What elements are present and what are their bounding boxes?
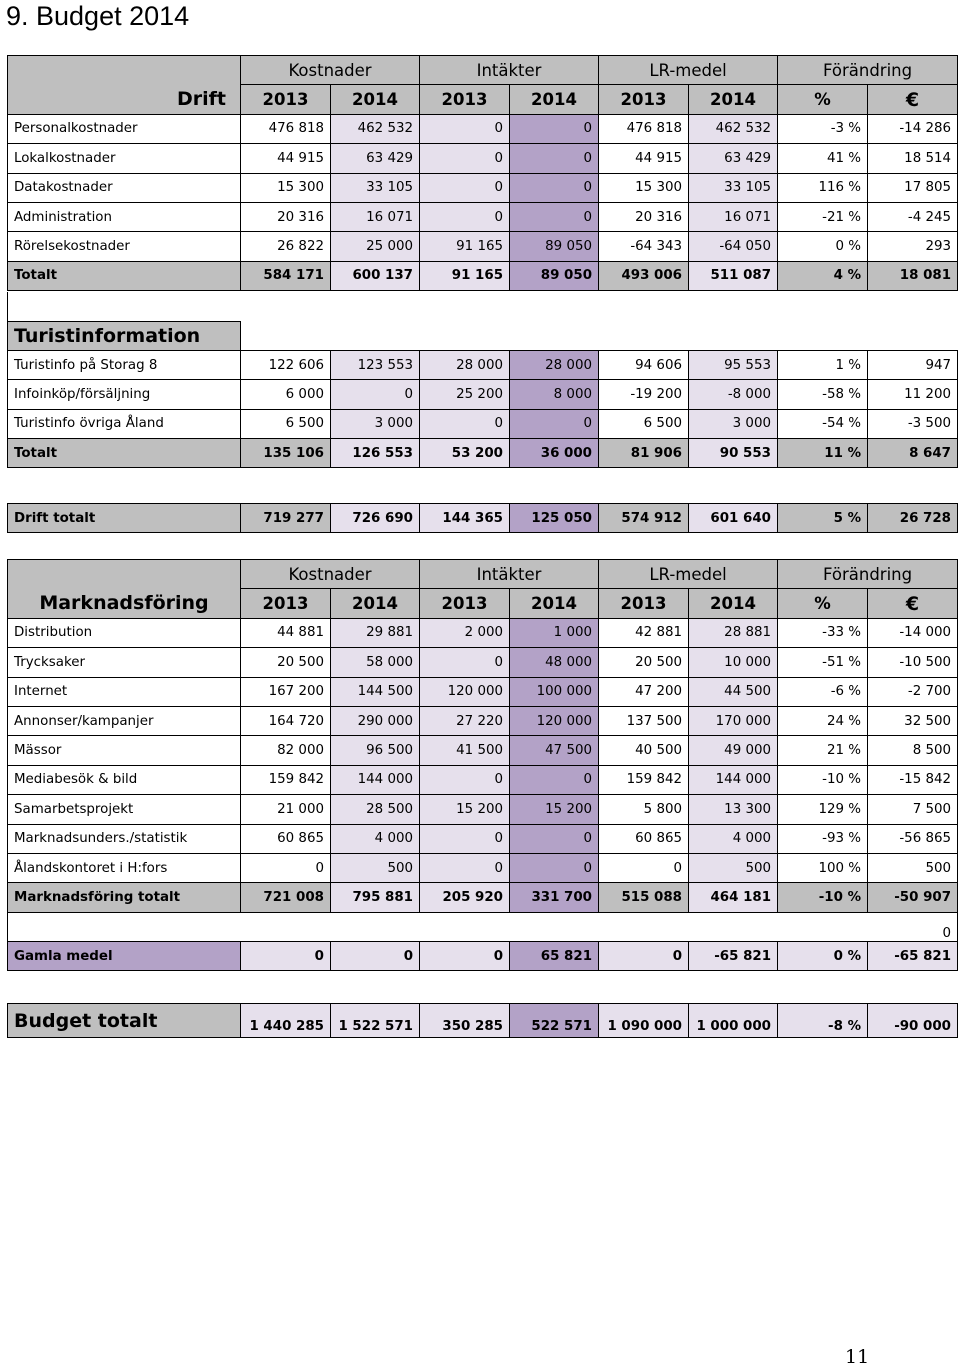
- row-value: 122 606: [241, 350, 331, 379]
- row-value: 500: [868, 853, 958, 882]
- row-value: 42 881: [599, 618, 689, 647]
- row-value: -21 %: [778, 202, 868, 231]
- year-header: 2014: [510, 589, 599, 618]
- drift-rows: [8, 114, 958, 261]
- turist-section-title: Turistinformation: [8, 321, 241, 350]
- row-value: 33 105: [689, 173, 778, 202]
- table-row: [8, 114, 958, 143]
- row-value: 726 690: [331, 504, 420, 533]
- row-value: 0: [510, 765, 599, 794]
- table-row: [8, 144, 958, 173]
- year-header: 2014: [331, 85, 420, 114]
- row-value: 0: [599, 853, 689, 882]
- row-value: 3 000: [331, 409, 420, 438]
- total-row: [8, 261, 958, 290]
- row-value: 8 647: [868, 439, 958, 468]
- row-value: 0: [510, 409, 599, 438]
- row-value: 6 500: [599, 409, 689, 438]
- page-title: 9. Budget 2014: [6, 1, 190, 31]
- row-value: -14 286: [868, 114, 958, 143]
- row-value: 8 500: [868, 736, 958, 765]
- row-label: Marknadsunders./statistik: [8, 824, 241, 853]
- row-value: 6 500: [241, 409, 331, 438]
- marknad-header-groups: [8, 560, 958, 589]
- year-header: 2014: [689, 85, 778, 114]
- row-value: -65 821: [868, 942, 958, 971]
- zero-note-row: [8, 912, 958, 941]
- row-label: Rörelsekostnader: [8, 232, 241, 261]
- row-value: 0: [420, 173, 510, 202]
- row-value: 91 165: [420, 261, 510, 290]
- table-row: [8, 173, 958, 202]
- row-value: 5 %: [778, 504, 868, 533]
- row-value: 515 088: [599, 883, 689, 912]
- row-value: -10 %: [778, 765, 868, 794]
- table-row: [8, 765, 958, 794]
- page-number: 11: [845, 1346, 870, 1368]
- group-label-intakter: Intäkter: [420, 560, 599, 589]
- row-value: 0: [241, 942, 331, 971]
- row-value: 44 881: [241, 618, 331, 647]
- row-value: 60 865: [599, 824, 689, 853]
- row-value: 462 532: [689, 114, 778, 143]
- row-value: 4 000: [331, 824, 420, 853]
- row-value: 17 805: [868, 173, 958, 202]
- row-value: -14 000: [868, 618, 958, 647]
- row-value: 493 006: [599, 261, 689, 290]
- row-value: 20 316: [241, 202, 331, 231]
- budget-totalt-table: [7, 1003, 958, 1038]
- row-value: 144 000: [689, 765, 778, 794]
- row-value: 25 200: [420, 380, 510, 409]
- row-value: 0: [420, 824, 510, 853]
- row-value: -2 700: [868, 677, 958, 706]
- row-value: -8 %: [778, 1004, 868, 1038]
- row-value: 331 700: [510, 883, 599, 912]
- row-value: 40 500: [599, 736, 689, 765]
- row-value: 63 429: [331, 144, 420, 173]
- euro-header: €: [868, 85, 958, 114]
- row-value: 290 000: [331, 706, 420, 735]
- row-value: 32 500: [868, 706, 958, 735]
- total-row: [8, 942, 958, 971]
- row-label: Turistinfo på Storag 8: [8, 350, 241, 379]
- drift-section-title: Drift: [8, 56, 241, 115]
- row-label: Trycksaker: [8, 648, 241, 677]
- row-value: 15 200: [510, 795, 599, 824]
- row-value: 0: [510, 144, 599, 173]
- row-value: 47 500: [510, 736, 599, 765]
- row-label: Annonser/kampanjer: [8, 706, 241, 735]
- row-value: 11 %: [778, 439, 868, 468]
- row-value: 0: [241, 853, 331, 882]
- table-row: [8, 706, 958, 735]
- row-value: 0: [599, 942, 689, 971]
- row-value: 350 285: [420, 1004, 510, 1038]
- total-row: [8, 1004, 958, 1038]
- year-header: 2013: [241, 589, 331, 618]
- budget-totalt-row: [8, 1004, 958, 1038]
- row-value: 0: [510, 853, 599, 882]
- table-row: [8, 736, 958, 765]
- row-value: 476 818: [599, 114, 689, 143]
- row-value: 1 440 285: [241, 1004, 331, 1038]
- percent-header: %: [778, 589, 868, 618]
- year-header: 2013: [599, 589, 689, 618]
- row-value: -3 %: [778, 114, 868, 143]
- drift-totalt-table: [7, 503, 958, 533]
- row-value: 20 500: [241, 648, 331, 677]
- row-label: Internet: [8, 677, 241, 706]
- row-value: 26 822: [241, 232, 331, 261]
- row-value: 89 050: [510, 232, 599, 261]
- row-value: 90 553: [689, 439, 778, 468]
- row-value: 27 220: [420, 706, 510, 735]
- row-label: Totalt: [8, 261, 241, 290]
- row-value: 10 000: [689, 648, 778, 677]
- row-label: Infoinköp/försäljning: [8, 380, 241, 409]
- year-header: 2013: [420, 589, 510, 618]
- row-value: 795 881: [331, 883, 420, 912]
- row-value: 15 300: [241, 173, 331, 202]
- row-value: 44 915: [599, 144, 689, 173]
- row-value: -64 343: [599, 232, 689, 261]
- row-value: 0: [420, 765, 510, 794]
- row-value: 5 800: [599, 795, 689, 824]
- row-value: 65 821: [510, 942, 599, 971]
- row-value: -51 %: [778, 648, 868, 677]
- percent-header: %: [778, 85, 868, 114]
- row-value: -65 821: [689, 942, 778, 971]
- group-label-forandring: Förändring: [778, 56, 958, 85]
- row-value: 20 500: [599, 648, 689, 677]
- row-label: Drift totalt: [8, 504, 241, 533]
- row-value: 500: [331, 853, 420, 882]
- row-value: 26 728: [868, 504, 958, 533]
- row-value: 0: [510, 114, 599, 143]
- row-value: 116 %: [778, 173, 868, 202]
- row-value: 63 429: [689, 144, 778, 173]
- drift-totalt-row: [8, 504, 958, 533]
- row-value: 719 277: [241, 504, 331, 533]
- group-label-kostnader: Kostnader: [241, 56, 420, 85]
- row-value: 49 000: [689, 736, 778, 765]
- row-label: Administration: [8, 202, 241, 231]
- row-label: Totalt: [8, 439, 241, 468]
- row-value: 15 200: [420, 795, 510, 824]
- turist-rows: [8, 350, 958, 438]
- row-value: -8 000: [689, 380, 778, 409]
- row-value: 135 106: [241, 439, 331, 468]
- table-row: [8, 618, 958, 647]
- row-value: -58 %: [778, 380, 868, 409]
- table-row: [8, 648, 958, 677]
- row-value: 16 071: [689, 202, 778, 231]
- row-value: 144 500: [331, 677, 420, 706]
- row-value: 522 571: [510, 1004, 599, 1038]
- row-value: 500: [689, 853, 778, 882]
- row-value: 100 %: [778, 853, 868, 882]
- row-value: 0: [510, 173, 599, 202]
- row-value: -3 500: [868, 409, 958, 438]
- row-value: -10 500: [868, 648, 958, 677]
- row-value: 120 000: [420, 677, 510, 706]
- marknad-section-title: Marknadsföring: [8, 560, 241, 619]
- row-value: -90 000: [868, 1004, 958, 1038]
- row-value: 47 200: [599, 677, 689, 706]
- row-value: 462 532: [331, 114, 420, 143]
- row-label: Distribution: [8, 618, 241, 647]
- row-value: 18 514: [868, 144, 958, 173]
- row-value: 0: [331, 942, 420, 971]
- row-value: 41 %: [778, 144, 868, 173]
- row-value: 4 %: [778, 261, 868, 290]
- row-value: 947: [868, 350, 958, 379]
- table-row: [8, 232, 958, 261]
- row-value: 25 000: [331, 232, 420, 261]
- row-value: 574 912: [599, 504, 689, 533]
- row-value: 159 842: [241, 765, 331, 794]
- group-label-lr-medel: LR-medel: [599, 56, 778, 85]
- row-value: 21 %: [778, 736, 868, 765]
- row-value: 81 906: [599, 439, 689, 468]
- row-label: Gamla medel: [8, 942, 241, 971]
- row-label: Turistinfo övriga Åland: [8, 409, 241, 438]
- row-value: 1 000: [510, 618, 599, 647]
- row-value: 11 200: [868, 380, 958, 409]
- row-value: 137 500: [599, 706, 689, 735]
- row-value: 0 %: [778, 232, 868, 261]
- table-row: [8, 350, 958, 379]
- row-value: 100 000: [510, 677, 599, 706]
- row-value: 4 000: [689, 824, 778, 853]
- row-label: Ålandskontoret i H:fors: [8, 853, 241, 882]
- drift-header-groups: [8, 56, 958, 85]
- total-row: [8, 439, 958, 468]
- table-row: [8, 677, 958, 706]
- row-value: 13 300: [689, 795, 778, 824]
- row-value: 18 081: [868, 261, 958, 290]
- row-value: 144 000: [331, 765, 420, 794]
- row-value: 33 105: [331, 173, 420, 202]
- turist-total: [8, 439, 958, 468]
- year-header: 2014: [510, 85, 599, 114]
- row-value: -50 907: [868, 883, 958, 912]
- row-value: 1 522 571: [331, 1004, 420, 1038]
- row-value: 28 881: [689, 618, 778, 647]
- row-value: 3 000: [689, 409, 778, 438]
- group-label-lr-medel: LR-medel: [599, 560, 778, 589]
- row-value: 28 000: [510, 350, 599, 379]
- row-value: 0: [420, 409, 510, 438]
- table-row: [8, 824, 958, 853]
- row-value: 41 500: [420, 736, 510, 765]
- table-row: [8, 202, 958, 231]
- row-value: 20 316: [599, 202, 689, 231]
- row-value: 8 000: [510, 380, 599, 409]
- row-value: 44 915: [241, 144, 331, 173]
- row-value: 82 000: [241, 736, 331, 765]
- table-row: [8, 380, 958, 409]
- row-value: 7 500: [868, 795, 958, 824]
- row-value: -93 %: [778, 824, 868, 853]
- row-value: 1 090 000: [599, 1004, 689, 1038]
- row-value: 95 553: [689, 350, 778, 379]
- row-value: 28 500: [331, 795, 420, 824]
- turist-table: [7, 292, 958, 468]
- row-value: 721 008: [241, 883, 331, 912]
- row-value: 464 181: [689, 883, 778, 912]
- zero-note: 0: [8, 912, 958, 941]
- row-value: -33 %: [778, 618, 868, 647]
- drift-table: [7, 55, 958, 291]
- row-value: 584 171: [241, 261, 331, 290]
- row-label: Mediabesök & bild: [8, 765, 241, 794]
- year-header: 2014: [689, 589, 778, 618]
- row-value: 0: [510, 202, 599, 231]
- table-row: [8, 409, 958, 438]
- row-label: Mässor: [8, 736, 241, 765]
- row-value: -4 245: [868, 202, 958, 231]
- drift-total: [8, 261, 958, 290]
- row-value: 53 200: [420, 439, 510, 468]
- row-value: 126 553: [331, 439, 420, 468]
- row-value: 1 000 000: [689, 1004, 778, 1038]
- row-label: Lokalkostnader: [8, 144, 241, 173]
- group-label-intakter: Intäkter: [420, 56, 599, 85]
- group-label-forandring: Förändring: [778, 560, 958, 589]
- row-value: 36 000: [510, 439, 599, 468]
- year-header: 2013: [420, 85, 510, 114]
- marknad-total: [8, 883, 958, 912]
- row-value: 28 000: [420, 350, 510, 379]
- row-label: Marknadsföring totalt: [8, 883, 241, 912]
- row-value: 0: [420, 114, 510, 143]
- row-value: 6 000: [241, 380, 331, 409]
- row-label: Datakostnader: [8, 173, 241, 202]
- row-value: -6 %: [778, 677, 868, 706]
- row-value: 15 300: [599, 173, 689, 202]
- row-value: 1 %: [778, 350, 868, 379]
- group-label-kostnader: Kostnader: [241, 560, 420, 589]
- row-value: -10 %: [778, 883, 868, 912]
- row-value: 0: [331, 380, 420, 409]
- row-label: Personalkostnader: [8, 114, 241, 143]
- row-value: 96 500: [331, 736, 420, 765]
- marknad-rows: [8, 618, 958, 883]
- row-value: 16 071: [331, 202, 420, 231]
- table-row: [8, 853, 958, 882]
- table-row: [8, 795, 958, 824]
- row-value: 0: [510, 824, 599, 853]
- row-value: 0: [420, 144, 510, 173]
- row-value: 120 000: [510, 706, 599, 735]
- row-value: 125 050: [510, 504, 599, 533]
- row-value: 476 818: [241, 114, 331, 143]
- row-value: 511 087: [689, 261, 778, 290]
- row-value: 94 606: [599, 350, 689, 379]
- row-value: 600 137: [331, 261, 420, 290]
- row-value: 144 365: [420, 504, 510, 533]
- row-value: -56 865: [868, 824, 958, 853]
- row-value: 129 %: [778, 795, 868, 824]
- euro-header: €: [868, 589, 958, 618]
- row-value: 24 %: [778, 706, 868, 735]
- gamla-medel-row: [8, 942, 958, 971]
- row-label: Samarbetsprojekt: [8, 795, 241, 824]
- row-value: 44 500: [689, 677, 778, 706]
- row-value: 170 000: [689, 706, 778, 735]
- marknad-table: [7, 559, 958, 971]
- row-value: 0 %: [778, 942, 868, 971]
- row-value: 293: [868, 232, 958, 261]
- row-value: 123 553: [331, 350, 420, 379]
- row-value: 89 050: [510, 261, 599, 290]
- row-value: -54 %: [778, 409, 868, 438]
- row-value: 601 640: [689, 504, 778, 533]
- row-value: 167 200: [241, 677, 331, 706]
- row-value: 58 000: [331, 648, 420, 677]
- total-row: [8, 883, 958, 912]
- row-value: 91 165: [420, 232, 510, 261]
- row-value: 29 881: [331, 618, 420, 647]
- row-value: -19 200: [599, 380, 689, 409]
- row-value: 0: [420, 853, 510, 882]
- row-value: 205 920: [420, 883, 510, 912]
- total-row: [8, 504, 958, 533]
- row-value: 60 865: [241, 824, 331, 853]
- row-value: 21 000: [241, 795, 331, 824]
- row-value: -64 050: [689, 232, 778, 261]
- year-header: 2013: [599, 85, 689, 114]
- row-value: 48 000: [510, 648, 599, 677]
- row-value: 0: [420, 648, 510, 677]
- row-value: 0: [420, 202, 510, 231]
- row-value: 0: [420, 942, 510, 971]
- year-header: 2014: [331, 589, 420, 618]
- row-value: 2 000: [420, 618, 510, 647]
- row-label: Budget totalt: [8, 1004, 241, 1038]
- year-header: 2013: [241, 85, 331, 114]
- row-value: 159 842: [599, 765, 689, 794]
- row-value: 164 720: [241, 706, 331, 735]
- row-value: -15 842: [868, 765, 958, 794]
